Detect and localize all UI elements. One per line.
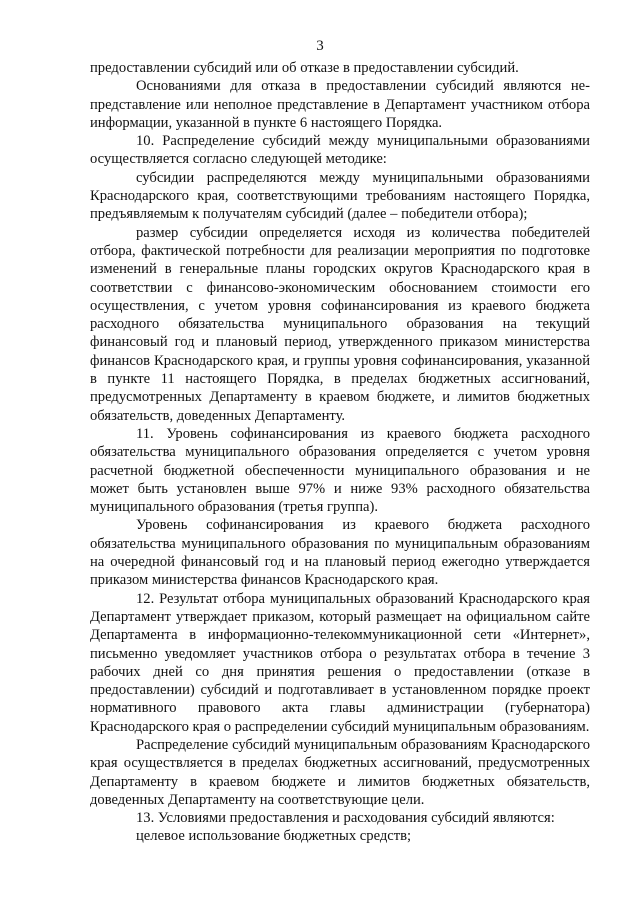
paragraph-targeted-use: целевое использование бюджетных средств; [136,828,412,845]
paragraph-cofinancing-approval: Уровень софинансирования из краевого бюджета расходного обязательства муниципального образования по муниципальным образованиям на очередной финансовый год и на плановый период ежегодно утверждается приказом министерства финансов Краснодарского края. [90,517,590,589]
paragraph-distribution-limits: Распределение субсидий муниципальным образованиям Краснодарского края осуществляется в пределах бюджетных ассигнований, предусмотренных Департаменту в краевом бюджете и лимитов бюджетных обязательств, доведенных Департаменту на соответствующие цели. [90,736,590,808]
paragraph-subsidy-recipients: субсидии распределяются между муниципальными образованиями Краснодарского края, соответствующими требованиям настоящего Порядка, предъявляемым к получателям субсидий (далее – победители отбора); [90,169,590,223]
paragraph-10-distribution: 10. Распределение субсидий между муниципальными образованиями осуществляется согласно следующей методике: [90,133,590,168]
paragraph-continuation: предоставлении субсидий или об отказе в предоставлении субсидий. [90,60,519,76]
document-body [90,59,590,846]
paragraph-subsidy-size: размер субсидии определяется исходя из количества победителей отбора, фактической потребности для реализации мероприятия по подготовке изменений в генеральные планы городских округов Краснодарского края в соответствии с финансово-экономическим обоснованием стоимости его осуществления, с учетом уровня софинансирования из краевого бюджета расходного обязательства муниципального образования на текущий финансовый год и плановый период, утвержденного приказом министерства финансов Краснодарского края, и группы уровня софинансирования, указанной в пункте 11 настоящего Порядка, в пределах бюджетных ассигнований, предусмотренных Департаменту в краевом бюджете, и лимитов бюджетных обязательств, доведенных Департаменту. [90,224,590,424]
page-number: 3 [316,38,324,54]
paragraph-refusal-grounds: Основаниями для отказа в предоставлении субсидий являются не-представление или неполное представление в Департамент участником отбора информации, указанной в пункте 6 настоящего Порядка. [90,78,590,131]
paragraph-13-conditions: 13. Условиями предоставления и расходования субсидий являются: [136,810,555,827]
paragraph-12-selection-result: 12. Результат отбора муниципальных образований Краснодарского края Департамент утверждает приказом, который размещает на официальном сайте Департамента в информационно-телекоммуникационной сети «Интернет», письменно уведомляет участников отбора о результатах отбора в течение 3 рабочих дней со дня принятия решения о предоставлении (отказе в предоставлении) субсидий и подготавливает в установленном порядке проект нормативного правового акта главы администрации (губернатора) Краснодарского края о распределении субсидий муниципальным образованиям. [90,590,590,735]
paragraph-11-cofinancing-level: 11. Уровень софинансирования из краевого бюджета расходного обязательства муниципального образования определяется с учетом уровня расчетной бюджетной обеспеченности муниципального образования и не может быть установлен выше 97% и ниже 93% расходного обязательства муниципального образования (третья группа). [90,425,590,516]
